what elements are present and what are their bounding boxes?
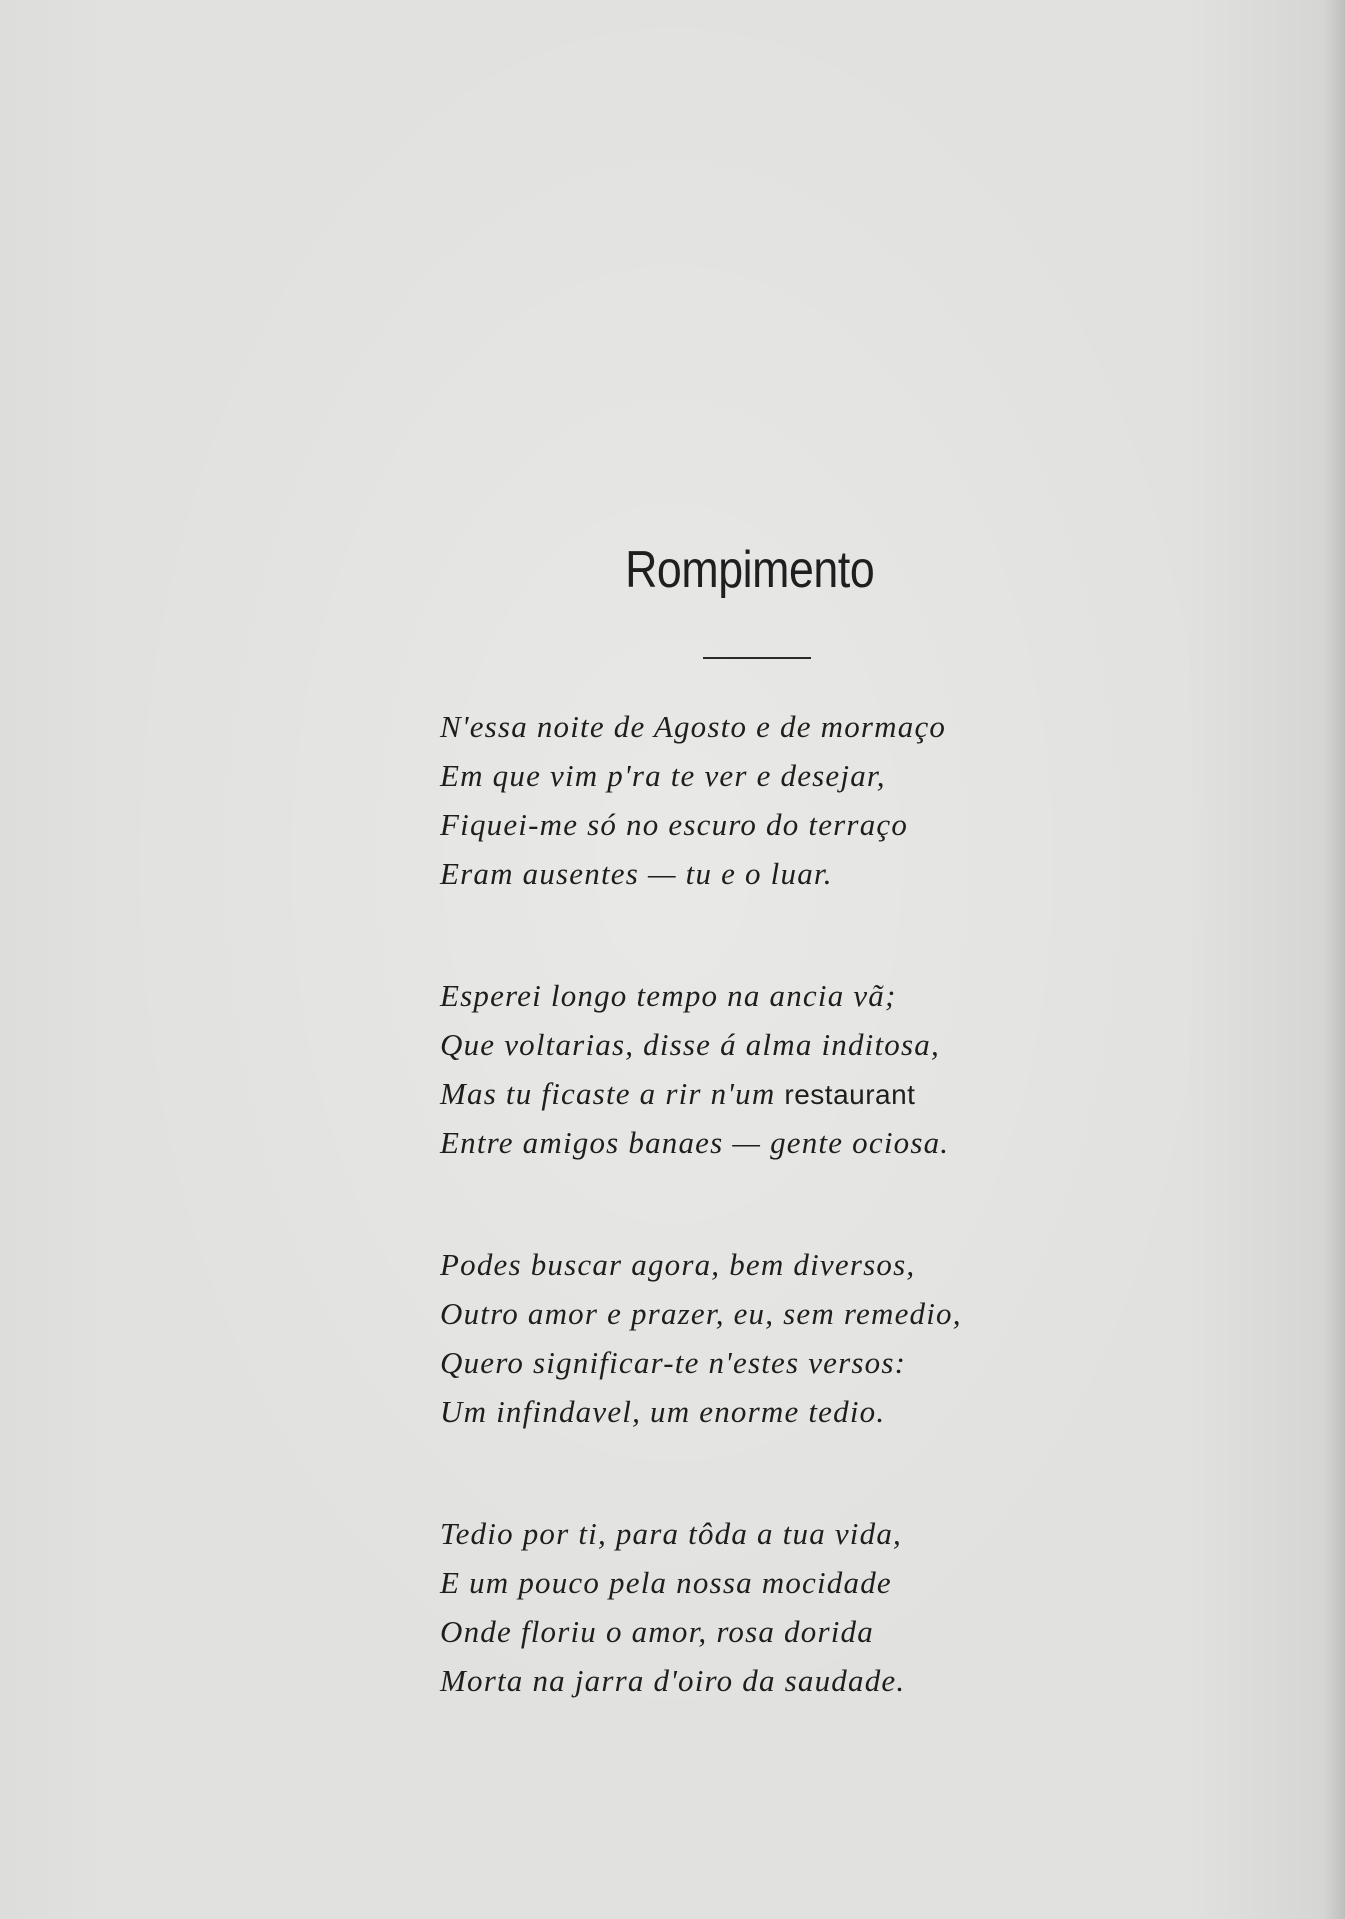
poem-body [440, 702, 1060, 1778]
stanza-2 [440, 971, 1060, 1167]
verse-line: Tedio por ti, para tôda a tua vida, [440, 1516, 902, 1551]
page-edge-shadow [1323, 0, 1345, 1919]
verse-line: Que voltarias, disse á alma inditosa, [440, 1027, 940, 1062]
verse-line-italic-part: Mas tu ficaste a rir n'um [440, 1076, 785, 1111]
stanza-4 [440, 1509, 1060, 1705]
verse-line: Entre amigos banaes — gente ociosa. [440, 1125, 950, 1160]
verse-line: Esperei longo tempo na ancia vã; [440, 978, 897, 1013]
stanza-1 [440, 702, 1060, 898]
poem-title: Rompimento [625, 541, 875, 599]
verse-line: Eram ausentes — tu e o luar. [440, 856, 833, 891]
verse-line: E um pouco pela nossa mocidade [440, 1565, 892, 1600]
verse-line: Onde floriu o amor, rosa dorida [440, 1614, 874, 1649]
verse-line: Morta na jarra d'oiro da saudade. [440, 1663, 906, 1698]
verse-line: Outro amor e prazer, eu, sem remedio, [440, 1296, 962, 1331]
verse-line [440, 1069, 1060, 1118]
verse-line: Podes buscar agora, bem diversos, [440, 1247, 916, 1282]
stanza-3 [440, 1240, 1060, 1436]
verse-line: Fiquei-me só no escuro do terraço [440, 807, 909, 842]
verse-line: Um infindavel, um enorme tedio. [440, 1394, 886, 1429]
verse-line: Quero significar-te n'estes versos: [440, 1345, 907, 1380]
verse-line: N'essa noite de Agosto e de mormaço [440, 709, 947, 744]
title-divider [703, 657, 811, 659]
verse-line: Em que vim p'ra te ver e desejar, [440, 758, 886, 793]
verse-line-upright-word: restaurant [784, 1079, 916, 1110]
